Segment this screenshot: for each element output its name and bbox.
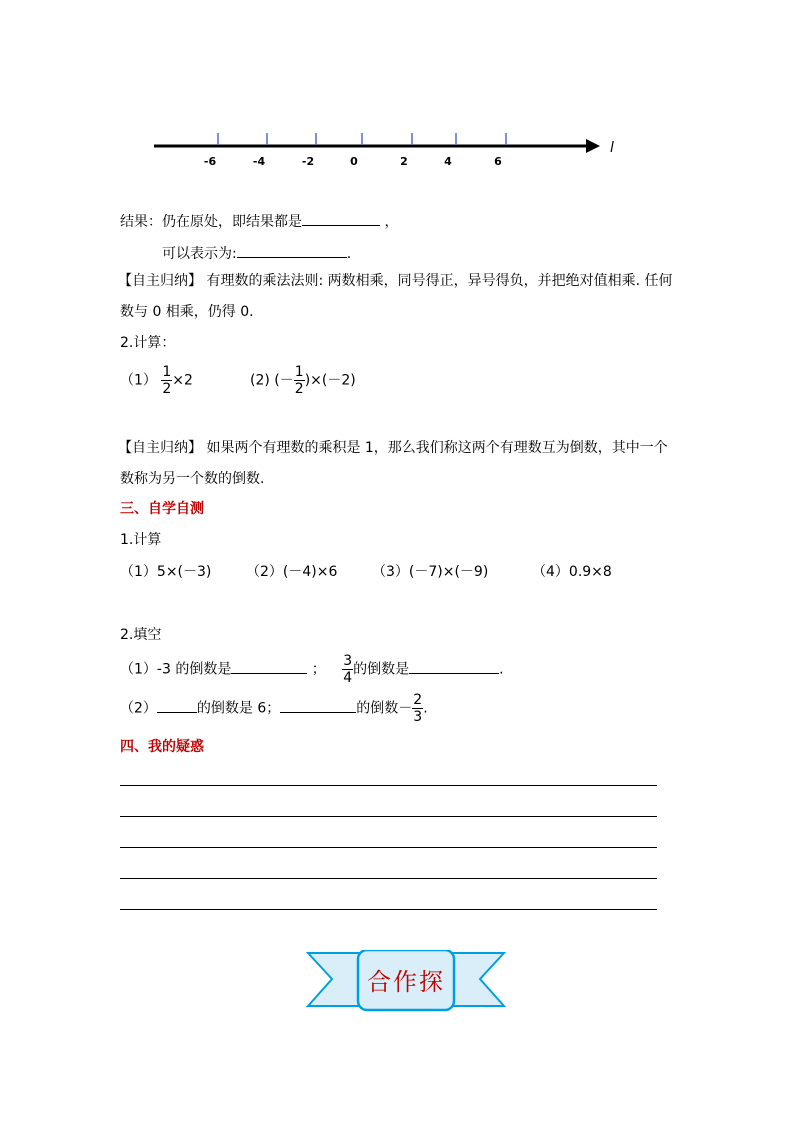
summary-2-line-1 (118, 439, 668, 457)
fill-row-2 (120, 692, 428, 725)
answer-line-4[interactable] (120, 878, 657, 879)
question-2-part-2-label: (2) (250, 372, 270, 389)
fraction-denominator: 3 (413, 709, 423, 725)
question-2-part-2 (250, 364, 356, 397)
banner-ribbon-left (308, 953, 364, 1006)
fraction-two-thirds (412, 692, 423, 725)
fill-row-2-end: . (423, 700, 428, 717)
summary-2-text-1: 如果两个有理数的乘积是 1，那么我们称这两个有理数互为倒数，其中一个 (206, 440, 668, 456)
fill-blank-3[interactable] (157, 698, 197, 713)
summary-2-tag: 【自主归纳】 (118, 440, 202, 456)
tick-label-2: 2 (400, 155, 408, 168)
fill-row-2-text-a: （2） (120, 700, 157, 717)
fraction-denominator: 2 (162, 381, 172, 397)
calc-item-1: （1）5×(－3) (120, 564, 212, 580)
tick-label--6: -6 (203, 155, 217, 168)
calc-item-4: （4）0.9×8 (532, 564, 612, 580)
banner-text: 合作探 (367, 968, 445, 996)
result-line-1-end: ， (384, 214, 399, 230)
fraction-numerator: 1 (294, 364, 304, 380)
number-line (150, 128, 630, 170)
section-banner (306, 950, 506, 1012)
question-2-part-1-rest: ×2 (172, 372, 193, 389)
answer-line-5[interactable] (120, 909, 657, 910)
fraction-one-half-1 (161, 364, 172, 397)
fill-row-1 (120, 653, 504, 686)
section-3-title: 三、自学自测 (120, 501, 204, 517)
fraction-numerator: 2 (413, 692, 423, 708)
fill-blank-2[interactable] (409, 659, 499, 674)
section-4-title: 四、我的疑惑 (120, 739, 204, 755)
fraction-denominator: 4 (343, 670, 353, 686)
number-line-axis-label: l (610, 140, 614, 156)
calc-item-3: （3）(－7)×(－9) (372, 564, 489, 580)
question-2-part-1-label: （1） (120, 372, 157, 389)
calc-item-2: （2）(－4)×6 (246, 564, 338, 580)
question-2-part-1 (120, 364, 193, 397)
summary-2-line-2: 数称为另一个数的倒数. (120, 471, 265, 487)
tick-label--2: -2 (301, 155, 315, 168)
number-line-arrow (586, 139, 600, 153)
result-text-2: 可以表示为: (162, 246, 237, 262)
tick-label--4: -4 (252, 155, 266, 168)
summary-1-line-1 (118, 272, 673, 290)
answer-line-3[interactable] (120, 847, 657, 848)
result-line-1 (120, 211, 398, 231)
fill-blank-1[interactable] (231, 659, 307, 674)
fraction-numerator: 3 (343, 653, 353, 669)
tick-label-4: 4 (444, 155, 452, 168)
fill-row-2-text-c: 的倒数 (356, 700, 399, 717)
fill-row-2-minus: － (398, 700, 413, 717)
fraction-denominator: 2 (294, 381, 304, 397)
fill-row-1-sep: ； (311, 661, 326, 678)
answer-blank-2[interactable] (237, 243, 347, 258)
banner-ribbon-right (448, 953, 504, 1006)
summary-1-line-2: 数与 0 相乘，仍得 0. (120, 304, 254, 320)
question-2-title: 2.计算： (120, 335, 176, 351)
number-line-ticks (204, 133, 506, 168)
answer-line-2[interactable] (120, 816, 657, 817)
summary-1-text-1: 有理数的乘法法则: 两数相乘，同号得正，异号得负，并把绝对值相乘. 任何 (206, 273, 673, 289)
result-line-2-end: . (346, 246, 352, 262)
section-3-question-1-title: 1.计算 (120, 532, 162, 548)
fraction-one-half-2 (294, 364, 305, 397)
fill-blank-4[interactable] (280, 698, 356, 713)
fill-row-1-text-a: （1）-3 的倒数是 (120, 661, 232, 678)
tick-label-0: 0 (350, 155, 358, 168)
answer-blank-1[interactable] (302, 211, 380, 226)
fraction-three-quarters (342, 653, 353, 686)
fraction-numerator: 1 (162, 364, 172, 380)
result-text-1: 结果：仍在原处，即结果都是 (120, 214, 302, 230)
answer-line-1[interactable] (120, 785, 657, 786)
fill-title: 2.填空 (120, 627, 162, 643)
fill-row-1-end: . (499, 661, 504, 678)
summary-1-tag: 【自主归纳】 (118, 273, 202, 289)
tick-label-6: 6 (494, 155, 502, 168)
question-2-part-2-rest: )×(－2) (304, 372, 356, 389)
fill-row-1-text-b: 的倒数是 (353, 661, 410, 678)
result-line-2 (162, 243, 351, 263)
question-2-part-2-open: (－ (274, 372, 294, 389)
fill-row-2-text-b: 的倒数是 6； (196, 700, 281, 717)
